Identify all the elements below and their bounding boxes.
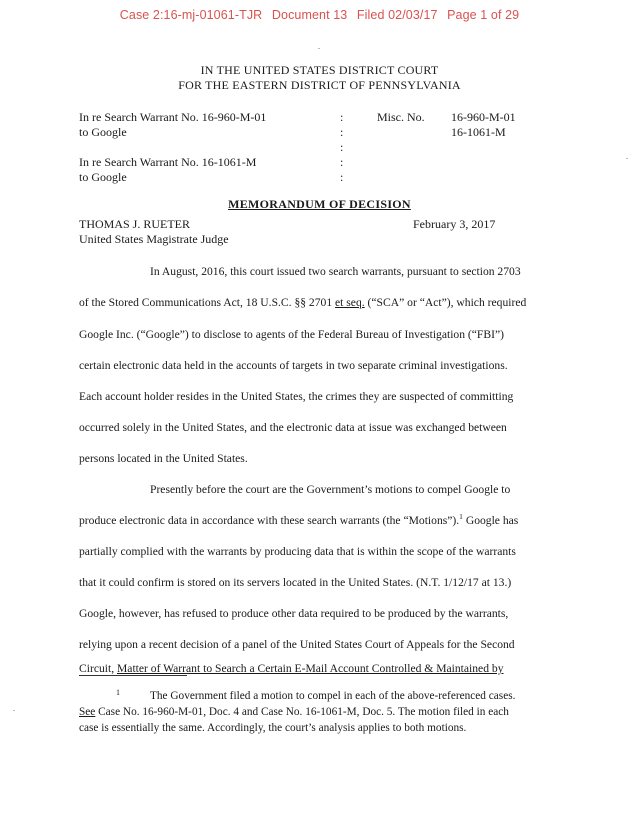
scan-speck	[626, 158, 628, 159]
body-line: Presently before the court are the Government’s motions to compel Google to	[150, 483, 511, 496]
stamp-filed-date: Filed 02/03/17	[356, 8, 438, 22]
body-line: produce electronic data in accordance with these search warrants (the “Motions”).$^1$ Google has	[79, 512, 519, 527]
court-name-line1: IN THE UNITED STATES DISTRICT COURT	[200, 63, 439, 77]
footnote-line: See Case No. 16-960-M-01, Doc. 4 and Case No. 16-1061-M, Doc. 5. The motion filed in each	[79, 706, 509, 718]
caption-colon: :	[340, 140, 344, 154]
stamp-page-number: Page 1 of 29	[447, 8, 520, 22]
caption-case1-line2: to Google	[79, 125, 127, 139]
footnote-line: case is essentially the same. Accordingly, the court’s analysis applies to both motions.	[79, 722, 467, 734]
body-line: persons located in the United States.	[79, 452, 248, 465]
footnote-reference: 1	[459, 512, 463, 522]
footnote-line: The Government filed a motion to compel in each of the above-referenced cases.	[150, 690, 516, 702]
body-line: occurred solely in the United States, and the electronic data at issue was exchanged between	[79, 421, 507, 434]
caption-colon: :	[340, 110, 344, 124]
body-line: relying upon a recent decision of a panel of the United States Court of Appeals for the Second	[79, 638, 515, 651]
footnote-number: 1	[116, 688, 120, 697]
case-citation: Matter of Warrant to Search a Certain E-Mail Account Controlled & Maintained by	[117, 662, 504, 675]
stamp-document-number: Document 13	[271, 8, 348, 22]
body-line: Circuit, Matter of Warrant to Search a Certain E-Mail Account Controlled & Maintained by	[79, 662, 504, 675]
caption-misc-number-2: 16-1061-M	[451, 125, 506, 139]
scan-speck	[13, 710, 15, 711]
body-line: of the Stored Communications Act, 18 U.S.C. §§ 2701 et seq. (“SCA” or “Act”), which required	[79, 296, 527, 309]
caption-case2-line2: to Google	[79, 170, 127, 184]
decision-date: February 3, 2017	[413, 217, 496, 231]
body-line: Each account holder resides in the United States, the crimes they are suspected of committing	[79, 390, 514, 403]
filing-stamp	[0, 8, 639, 22]
body-line: certain electronic data held in the accounts of targets in two separate criminal investigations.	[79, 359, 508, 372]
body-line: Google Inc. (“Google”) to disclose to agents of the Federal Bureau of Investigation (“FBI”)	[79, 328, 504, 341]
scan-speck	[318, 48, 320, 49]
body-line: that it could confirm is stored on its servers located in the United States. (N.T. 1/12/17 at 13.)	[79, 576, 512, 589]
caption-colon: :	[340, 170, 344, 184]
caption-case2-line1: In re Search Warrant No. 16-1061-M	[79, 155, 257, 169]
caption-misc-label: Misc. No.	[377, 110, 425, 124]
caption-misc-number-1: 16-960-M-01	[451, 110, 516, 124]
document-title: MEMORANDUM OF DECISION	[228, 197, 411, 211]
body-line: In August, 2016, this court issued two search warrants, pursuant to section 2703	[150, 265, 521, 278]
caption-colon: :	[340, 155, 344, 169]
caption-case1-line1: In re Search Warrant No. 16-960-M-01	[79, 110, 267, 124]
judge-name: THOMAS J. RUETER	[79, 217, 191, 231]
caption-colon: :	[340, 125, 344, 139]
body-line: Google, however, has refused to produce other data required to be produced by the warrants,	[79, 607, 509, 620]
court-name-line2: FOR THE EASTERN DISTRICT OF PENNSYLVANIA	[178, 78, 461, 92]
body-line: partially complied with the warrants by producing data that is within the scope of the warrants	[79, 545, 516, 558]
stamp-case-number: Case 2:16-mj-01061-TJR	[119, 8, 263, 22]
footnote-separator	[79, 675, 187, 676]
judge-role: United States Magistrate Judge	[79, 232, 229, 246]
